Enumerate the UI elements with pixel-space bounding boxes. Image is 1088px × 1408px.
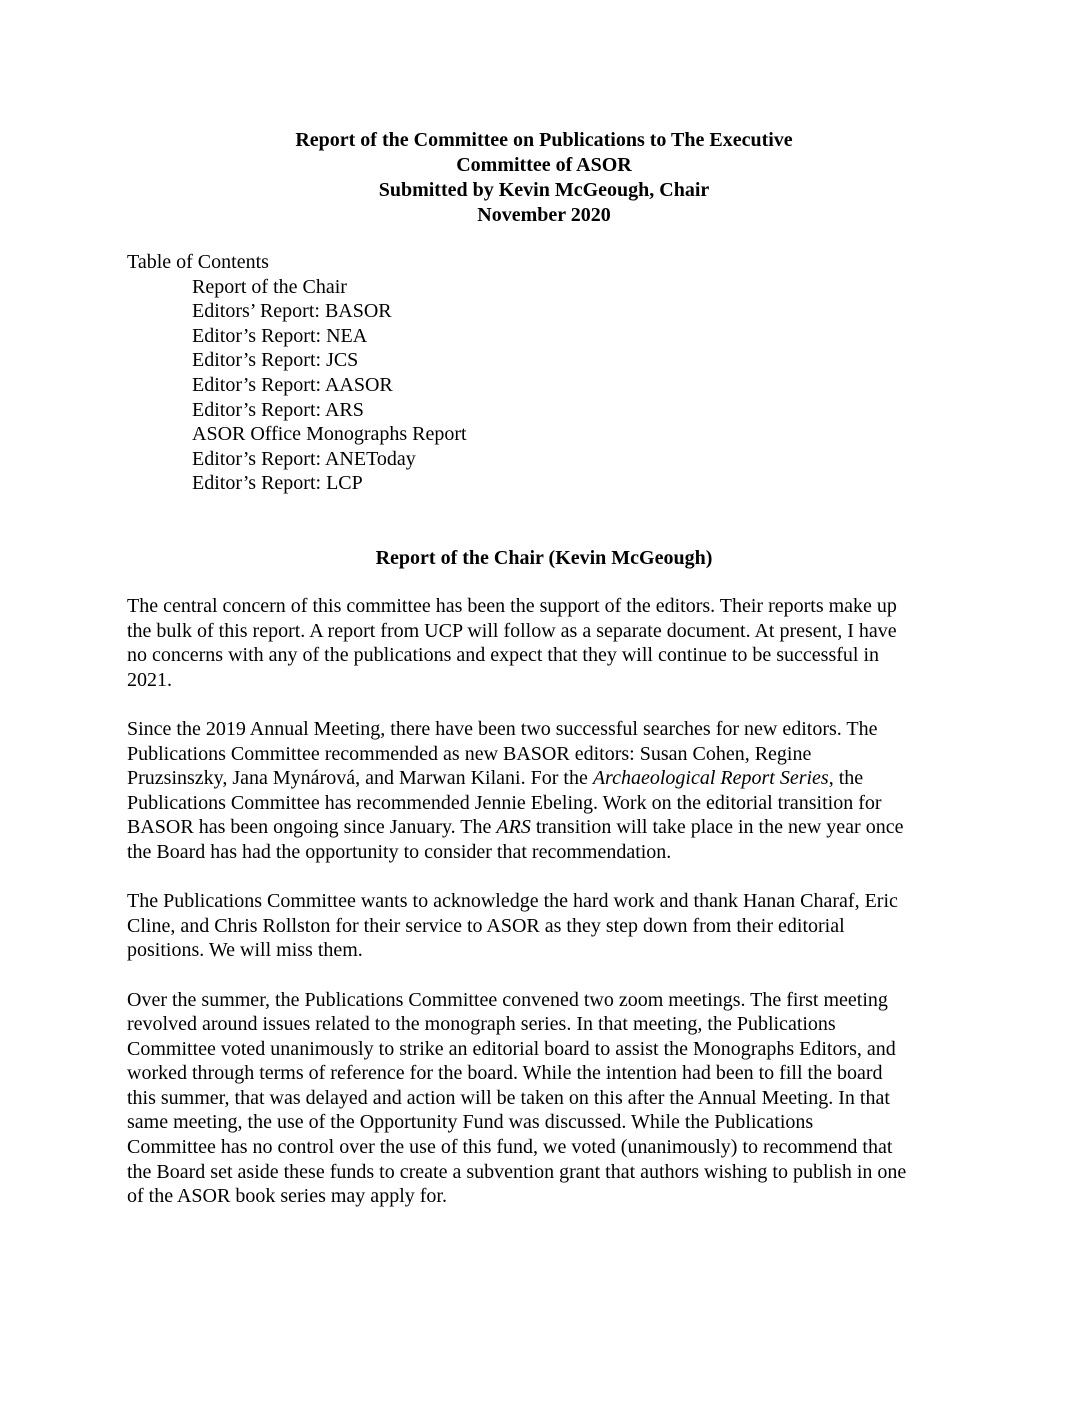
text-line: Committee voted unanimously to strike an editorial board to assist the Monographs Editors, and — [127, 1037, 896, 1060]
text-line: The central concern of this committee has been the support of the editors. Their reports make up — [127, 595, 897, 617]
text-line — [127, 766, 967, 791]
toc-item: Report of the Chair — [192, 275, 347, 298]
text-line: the Board set aside these funds to create a subvention grant that authors wishing to publish in one — [127, 1160, 907, 1183]
series-title-italic: Archaeological Report Series — [592, 767, 829, 790]
text-line: positions. We will miss them. — [127, 939, 363, 962]
text-run: transition will take place in the new year once — [530, 816, 904, 839]
table-of-contents — [127, 250, 467, 496]
text-line: revolved around issues related to the monograph series. In that meeting, the Publications — [127, 1013, 836, 1036]
toc-item: Editor’s Report: NEA — [192, 324, 368, 347]
toc-item: Editor’s Report: ANEToday — [192, 447, 416, 470]
toc-heading: Table of Contents — [127, 251, 269, 273]
toc-item: Editors’ Report: BASOR — [192, 300, 392, 323]
text-line: this summer, that was delayed and action will be taken on this after the Annual Meeting. In that — [127, 1086, 890, 1109]
paragraph-2 — [127, 717, 967, 865]
text-line: The Publications Committee wants to acknowledge the hard work and thank Hanan Charaf, Eric — [127, 890, 898, 913]
text-line: Over the summer, the Publications Committee convened two zoom meetings. The first meeting — [127, 988, 888, 1011]
series-abbrev-italic: ARS — [496, 816, 531, 839]
text-run: Pruzsinszky, Jana Mynárová, and Marwan Kilani. For the — [127, 767, 593, 790]
toc-item: Editor’s Report: ARS — [192, 398, 364, 421]
text-run: BASOR has been ongoing since January. The — [127, 816, 497, 839]
text-line: worked through terms of reference for the board. While the intention had been to fill the board — [127, 1062, 883, 1085]
paragraph-4 — [127, 988, 967, 1209]
section-heading: Report of the Chair (Kevin McGeough) — [375, 547, 713, 569]
text-line: the Board has had the opportunity to consider that recommendation. — [127, 840, 672, 863]
title-line: Report of the Committee on Publications to The Executive — [295, 129, 793, 151]
text-line — [127, 815, 967, 840]
paragraph-3 — [127, 889, 967, 963]
toc-item: Editor’s Report: JCS — [192, 349, 359, 372]
text-line: same meeting, the use of the Opportunity Fund was discussed. While the Publications — [127, 1111, 814, 1134]
toc-item: ASOR Office Monographs Report — [192, 423, 467, 446]
text-line: Cline, and Chris Rollston for their service to ASOR as they step down from their editorial — [127, 914, 845, 937]
title-line: November 2020 — [477, 204, 611, 226]
text-line: of the ASOR book series may apply for. — [127, 1185, 447, 1208]
text-run: , the — [828, 767, 864, 790]
text-line: no concerns with any of the publications and expect that they will continue to be successful in — [127, 644, 880, 667]
text-line: Since the 2019 Annual Meeting, there have been two successful searches for new editors. The — [127, 717, 878, 740]
text-line: the bulk of this report. A report from UCP will follow as a separate document. At present, I have — [127, 619, 897, 642]
section-body — [127, 594, 967, 1233]
toc-item: Editor’s Report: AASOR — [192, 373, 393, 396]
text-line: Publications Committee has recommended Jennie Ebeling. Work on the editorial transition for — [127, 791, 882, 814]
paragraph-1 — [127, 594, 967, 692]
text-line: Publications Committee recommended as new BASOR editors: Susan Cohen, Regine — [127, 742, 812, 765]
title-line: Committee of ASOR — [456, 154, 632, 176]
text-line: Committee has no control over the use of this fund, we voted (unanimously) to recommend that — [127, 1136, 893, 1159]
toc-item: Editor’s Report: LCP — [192, 472, 363, 495]
report-title — [0, 128, 1088, 228]
text-line: 2021. — [127, 668, 172, 691]
toc-list — [127, 275, 467, 496]
title-line: Submitted by Kevin McGeough, Chair — [378, 179, 710, 201]
